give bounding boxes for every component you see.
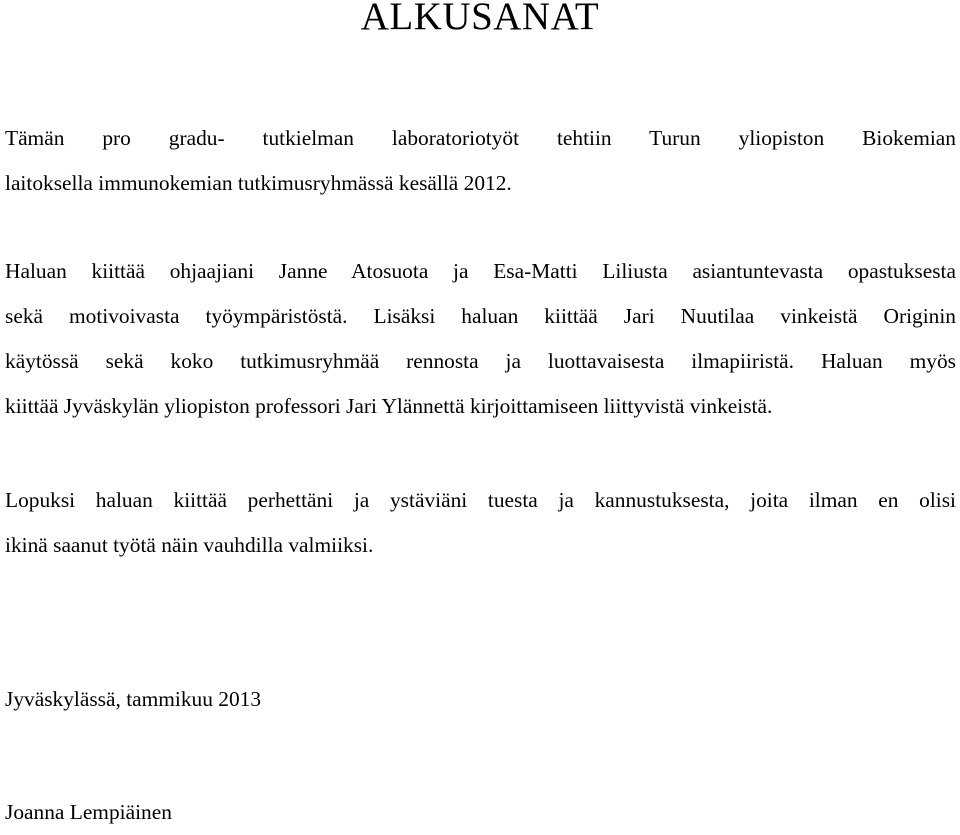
paragraph-line: kiittää Jyväskylän yliopiston professori Jari Ylännettä kirjoittamiseen liittyvistä vinkeistä. [5,394,773,418]
page-title: ALKUSANAT [360,0,600,38]
paragraph-line: sekä motivoivasta työympäristöstä. Lisäksi haluan kiittää Jari Nuutilaa vinkeistä Originin [5,304,956,328]
paragraph-intro [5,116,956,206]
paragraph-line: Tämän pro gradu- tutkielman laboratoriotyöt tehtiin Turun yliopiston Biokemian [5,126,956,150]
paragraph-line: ikinä saanut työtä näin vauhdilla valmiiksi. [5,533,374,557]
paragraph-line: Lopuksi haluan kiittää perhettäni ja ystäviäni tuesta ja kannustuksesta, joita ilman en olisi [5,488,956,512]
paragraph-line: laitoksella immunokemian tutkimusryhmässä kesällä 2012. [5,171,512,195]
paragraph-line: Haluan kiittää ohjaajiani Janne Atosuota ja Esa-Matti Liliusta asiantuntevasta opastuksesta [5,259,956,283]
paragraph-family [5,478,956,568]
paragraph-thanks [5,249,956,429]
author-signature: Joanna Lempiäinen [5,800,172,824]
paragraph-line: käytössä sekä koko tutkimusryhmää rennosta ja luottavaisesta ilmapiiristä. Haluan myös [5,349,956,373]
place-date: Jyväskylässä, tammikuu 2013 [5,687,262,711]
